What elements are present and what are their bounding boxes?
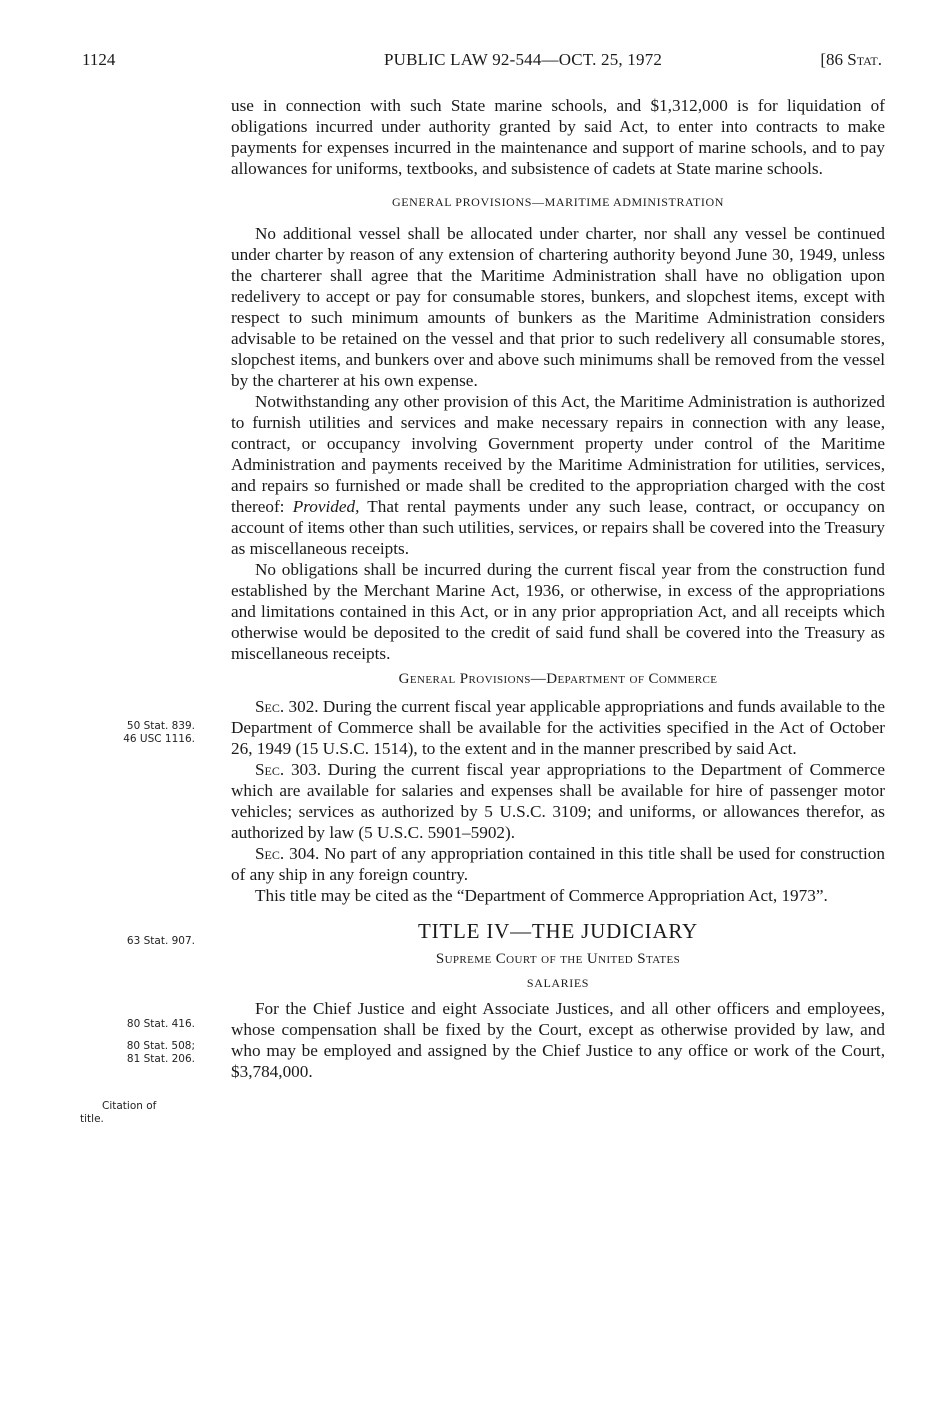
paragraph-marine-schools: use in connection with such State marine schools, and $1,312,000 is for liquidation of obligations incurred under authority granted by said Act, to enter into contracts to make payments for expenses incurred in the maintenance and support of marine schools, and to pay allowances for uniforms, textbooks, and subsistence of cadets at State marine schools. xyxy=(231,96,885,178)
paragraph-vessel-charter: No additional vessel shall be allocated under charter, nor shall any vessel be continued under charter by reason of any extension of chartering authority beyond June 30, 1949, unless the charterer shall agree that the Maritime Administration shall have no obligation upon redelivery to accept or pay for consumable stores, bunkers, and slopchest items, except with respect to such minimum amounts of bunkers as the Maritime Administration considers advisable to be retained on the vessel and that prior to such redelivery all consumable stores, slopchest items, and bunkers over and above such minimums shall be removed from the vessel by the charterer at his own expense. xyxy=(231,224,885,390)
margin-note-line: 63 Stat. 907. xyxy=(126,935,195,947)
paragraph-construction-fund: No obligations shall be incurred during the current fiscal year from the construction fund established by the Merchant Marine Act, 1936, or otherwise, in excess of the appropriations and limitations contained in this Act, or in any prior appropriation Act, and all receipts which otherwise would be deposited to the credit of said fund shall be covered into the Treasury as miscellaneous receipts. xyxy=(231,560,885,663)
header-title: PUBLIC LAW 92-544—OCT. 25, 1972 xyxy=(384,50,663,69)
sec-304-text: 304. No part of any appropriation contained in this title shall be used for construction of any ship in any foreign country. xyxy=(231,844,885,884)
paragraph-sec-304 xyxy=(231,843,885,885)
sec-302-text: 302. During the current fiscal year applicable appropriations and funds available to the Department of Commerce shall be available for the activities specified in the Act of October 26, 1949 (15 U.S.C. 1514), to the extent and in the manner prescribed by said Act. xyxy=(231,697,885,758)
margin-note-line: 81 Stat. 206. xyxy=(126,1053,195,1065)
margin-note-50-stat xyxy=(60,720,195,746)
margin-note-line: title. xyxy=(80,1113,104,1125)
margin-note-80-stat-416 xyxy=(60,1018,195,1031)
provided-italic: Provided, xyxy=(292,497,360,516)
page-number: 1124 xyxy=(82,50,116,69)
heading-title-iv: TITLE IV—THE JUDICIARY xyxy=(417,919,699,943)
sec-label-304: Sec. xyxy=(255,844,285,863)
sec-303-text: 303. During the current fiscal year appropriations to the Department of Commerce which are available for salaries and expenses shall be available for hire of passenger motor vehicles; services as authorized by 5 U.S.C. 3109; and uniforms, or allowances therefor, as authorized by law (5 U.S.C. 5901–5902). xyxy=(231,760,885,842)
margin-note-line: Citation of xyxy=(102,1100,157,1112)
header-stat xyxy=(820,48,882,72)
margin-note-line: 46 USC 1116. xyxy=(123,733,195,745)
heading-general-provisions-maritime: GENERAL PROVISIONS—MARITIME ADMINISTRATION xyxy=(391,195,725,209)
paragraph-citation: This title may be cited as the “Department of Commerce Appropriation Act, 1973”. xyxy=(255,886,828,905)
sec-label-302: Sec. xyxy=(255,697,285,716)
margin-note-citation xyxy=(80,1100,206,1126)
paragraph-chief-justice: For the Chief Justice and eight Associate Justices, and all other officers and employees, whose compensation shall be fixed by the Court, except as otherwise provided by law, and who may be employed and assigned by the Chief Justice to any office or work of the Court, $3,784,000. xyxy=(231,999,885,1081)
page-header xyxy=(82,48,882,72)
paragraph-utilities-services xyxy=(231,391,885,559)
margin-note-63-stat xyxy=(60,935,195,948)
paragraph-utilities-part1: Notwithstanding any other provision of this Act, the Maritime Administration is authorized to furnish utilities and services and make necessary repairs in connection with any lease, contract, or occupancy involving Government property under control of the Maritime Administration and payments received by the Maritime Administration for utilities, services, and repairs so furnished or made shall be credited to the appropriation charged with the cost thereof: xyxy=(231,392,885,516)
margin-note-line: 50 Stat. 839. xyxy=(126,720,195,732)
heading-general-provisions-commerce: General Provisions—Department of Commerce xyxy=(398,671,718,687)
paragraph-sec-303 xyxy=(231,759,885,843)
sec-label-303: Sec. xyxy=(255,760,285,779)
margin-note-line: 80 Stat. 416. xyxy=(126,1018,195,1030)
heading-supreme-court: Supreme Court of the United States xyxy=(435,951,681,967)
header-stat-prefix: [86 xyxy=(820,50,848,69)
paragraph-sec-302 xyxy=(231,696,885,759)
header-stat-word: Stat. xyxy=(847,50,882,69)
margin-note-80-stat-508 xyxy=(60,1040,195,1066)
heading-salaries: SALARIES xyxy=(526,976,590,990)
margin-note-line: 80 Stat. 508; xyxy=(126,1040,195,1052)
paragraph-utilities-part2: That rental payments under any such lease, contract, or occupancy on account of items other than such utilities, services, or repairs shall be covered into the Treasury as miscellaneous receipts. xyxy=(231,497,885,558)
body-text xyxy=(231,95,885,1082)
